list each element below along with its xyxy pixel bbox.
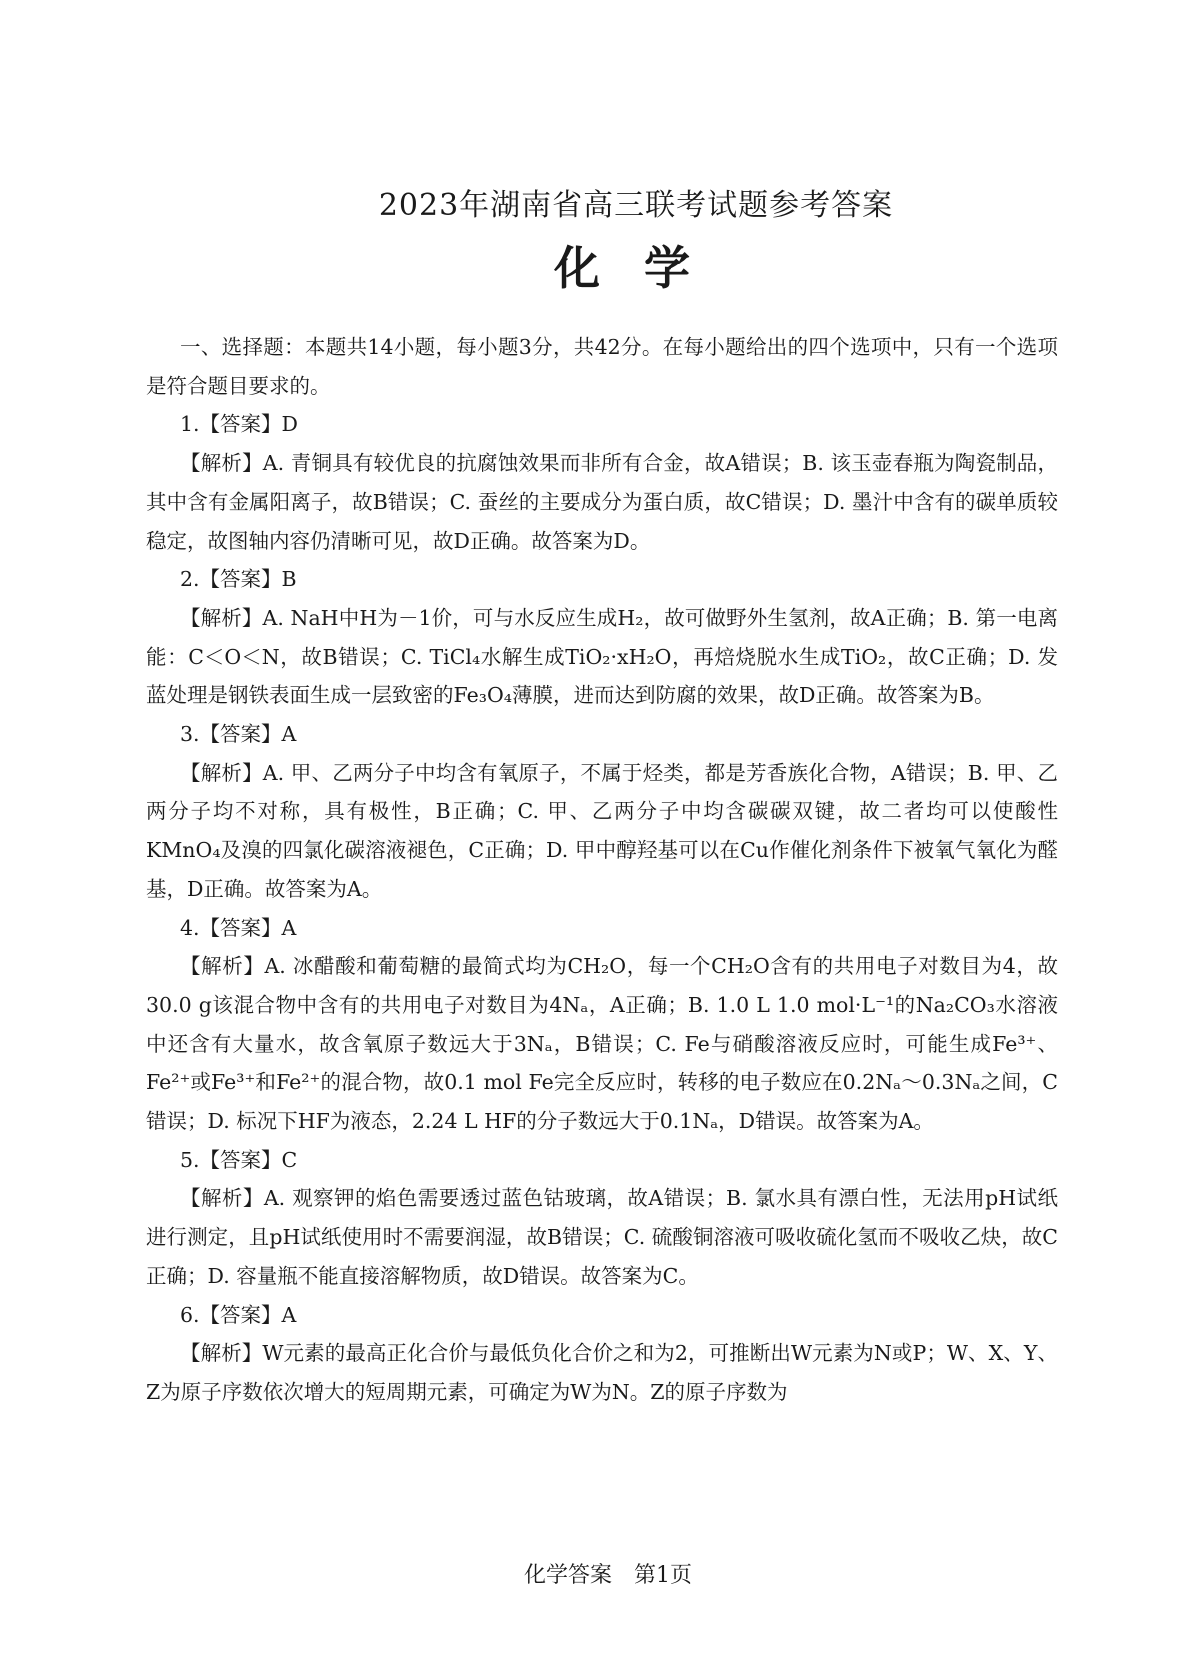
page-footer: 化学答案 第1页 [524,1563,692,1588]
subject-title: 化学 [554,241,734,295]
question-4-answer: 4.【答案】A [180,915,297,940]
section-intro: 一、选择题：本题共14小题，每小题3分，共42分。在每小题给出的四个选项中，只有一个选项是符合题目要求的。 [146,335,1058,398]
question-5-analysis: 【解析】A. 观察钾的焰色需要透过蓝色钴玻璃，故A错误；B. 氯水具有漂白性，无法用pH试纸进行测定，且pH试纸使用时不需要润湿，故B错误；C. 硫酸铜溶液可吸收硫化氢而不吸收乙炔，故C正确；D. 容量瓶不能直接溶解物质，故D错误。故答案为C。 [146,1186,1058,1288]
question-2-answer: 2.【答案】B [180,567,297,592]
question-4-analysis: 【解析】A. 冰醋酸和葡萄糖的最简式均为CH₂O，每一个CH₂O含有的共用电子对数目为4，故30.0 g该混合物中含有的共用电子对数目为4Nₐ，A正确；B. 1.0 L 1.0 mol·L⁻¹的Na₂CO₃水溶液中还含有大量水，故含氧原子数远大于3Nₐ，B错误；C. Fe与硝酸溶液反应时，可能生成Fe³⁺、Fe²⁺或Fe³⁺和Fe²⁺的混合物，故0.1 mol Fe完全反应时，转移的电子数应在0.2Nₐ～0.3Nₐ之间，C错误；D. 标况下HF为液态，2.24 L HF的分子数远大于0.1Nₐ，D错误。故答案为A。 [146,954,1058,1134]
question-6-answer: 6.【答案】A [180,1302,297,1327]
question-3-analysis: 【解析】A. 甲、乙两分子中均含有氧原子，不属于烃类，都是芳香族化合物，A错误；B. 甲、乙两分子均不对称，具有极性，B正确；C. 甲、乙两分子中均含碳碳双键，故二者均可以使酸性KMnO₄及溴的四氯化碳溶液褪色，C正确；D. 甲中醇羟基可以在Cu作催化剂条件下被氧气氧化为醛基，D正确。故答案为A。 [146,760,1058,901]
answer-content [146,328,1058,1412]
document-title: 2023年湖南省高三联考试题参考答案 [378,188,894,223]
question-5-answer: 5.【答案】C [180,1147,298,1172]
question-1-answer: 1.【答案】D [180,412,298,437]
question-6-analysis: 【解析】W元素的最高正化合价与最低负化合价之和为2，可推断出W元素为N或P；W、X、Y、Z为原子序数依次增大的短周期元素，可确定为W为N。Z的原子序数为 [146,1341,1058,1404]
question-3-answer: 3.【答案】A [180,722,297,747]
question-2-analysis: 【解析】A. NaH中H为－1价，可与水反应生成H₂，故可做野外生氢剂，故A正确；B. 第一电离能：C＜O＜N，故B错误；C. TiCl₄水解生成TiO₂·xH₂O，再焙烧脱水生成TiO₂，故C正确；D. 发蓝处理是钢铁表面生成一层致密的Fe₃O₄薄膜，进而达到防腐的效果，故D正确。故答案为B。 [146,605,1058,708]
question-1-analysis: 【解析】A. 青铜具有较优良的抗腐蚀效果而非所有合金，故A错误；B. 该玉壶春瓶为陶瓷制品，其中含有金属阳离子，故B错误；C. 蚕丝的主要成分为蛋白质，故C错误；D. 墨汁中含有的碳单质较稳定，故图轴内容仍清晰可见，故D正确。故答案为D。 [146,451,1058,553]
